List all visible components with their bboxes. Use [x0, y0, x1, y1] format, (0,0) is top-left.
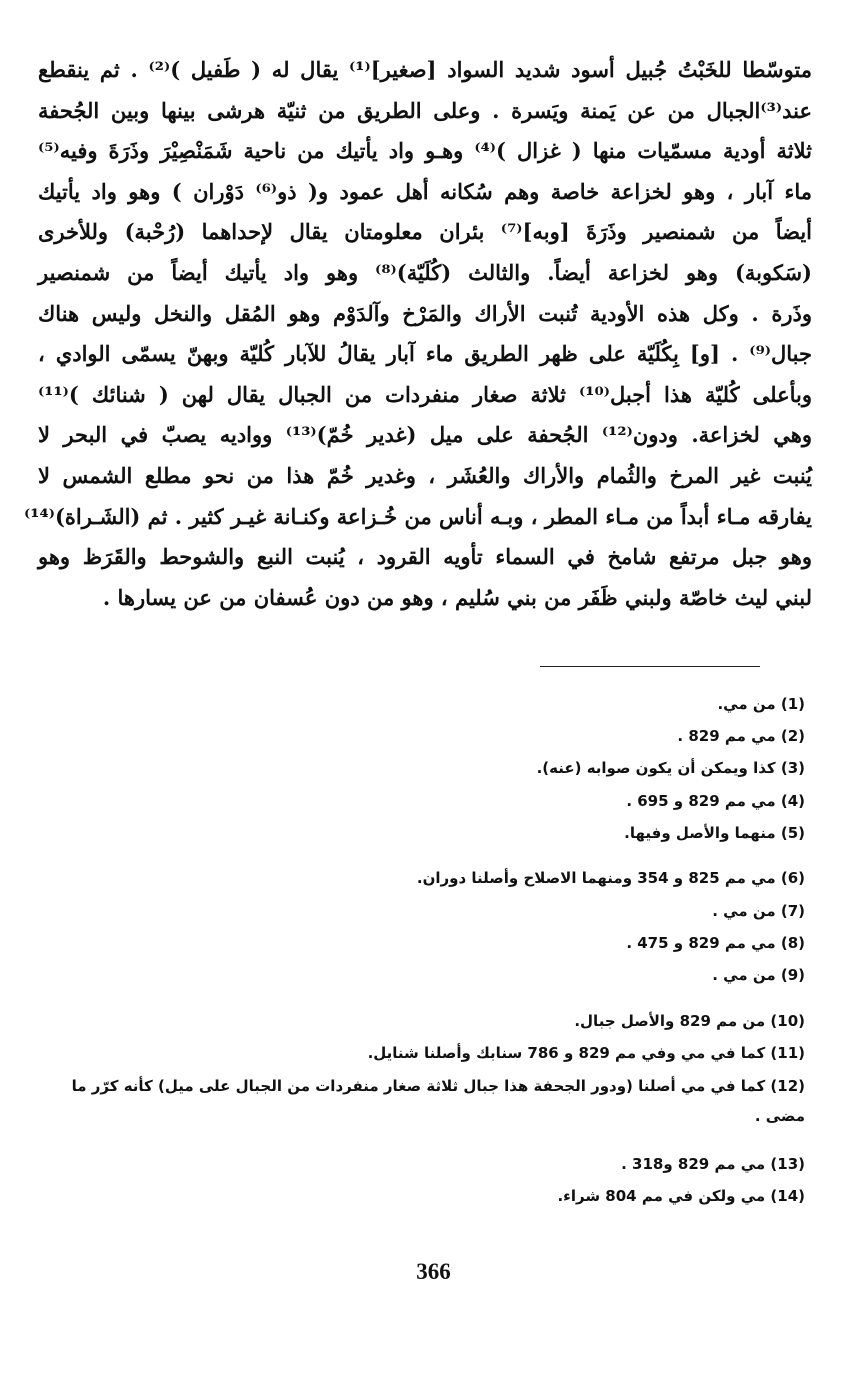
main-text-line: جبال⁽⁹⁾ . [و] بِكُلَيّة على ظهر الطريق ماء آبار يقالُ للآبار كُليّة وبهنّ يسمّى الوادي ،	[38, 341, 812, 367]
main-text-line: ماء آبار ، وهو لخزاعة خاصة وهم سُكانه أهل عمود و( ذو⁽⁶⁾ دَوْران ) وهو واد يأتيك	[38, 178, 812, 204]
main-text-line: وبأعلى كُليّة هذا أجبل⁽¹⁰⁾ ثلاثة صغار منفردات من الجبال يقال لهن ( شنائك )⁽¹¹⁾	[38, 381, 812, 407]
footnote-9: (9) من مي .	[712, 966, 805, 984]
page-number: 366	[416, 1259, 451, 1284]
main-text-line: وهي لخزاعة. ودون⁽¹²⁾ الجُحفة على ميل (غدير خُمّ)⁽¹³⁾ وواديه يصبّ في البحر لا	[38, 422, 812, 448]
footnote-11: (11) كما في مي وفي مم 829 و 786 سنابك وأصلنا شنايل.	[367, 1044, 805, 1062]
main-text-line: (سَكوبة) وهو لخزاعة أيضاً. والثالث (كُلَيّة)⁽⁸⁾ وهو واد يأتيك أيضاً من شمنصير	[38, 259, 812, 285]
main-text-line: لبني ليث خاصّة ولبني ظَفَر من بني سُليم ، وهو من دون عُسفان من عن يسارها .	[102, 584, 812, 610]
main-text-line: أيضاً من شمنصير وذَرَةَ [وبه]⁽⁷⁾ بئران معلومتان يقال لإحداهما (رُحْبة) وللأخرى	[38, 219, 813, 245]
footnote-4: (4) مي مم 829 و 695 .	[626, 792, 805, 810]
footnote-5: (5) منهما والأصل وفيها.	[624, 824, 805, 842]
footnote-3: (3) كذا ويمكن أن يكون صوابه (عنه).	[536, 759, 805, 777]
footnote-6: (6) مي مم 825 و 354 ومنهما الاصلاح وأصلنا دوران.	[416, 869, 805, 887]
main-text-block	[24, 50, 813, 618]
main-text-line: يُنبت غير المرخ والثُمام والأراك والعُشَر ، وغدير خُمّ هذا من نحو مطلع الشمس لا	[38, 462, 812, 488]
footnote-7: (7) من مي .	[712, 902, 805, 920]
main-text-line: وذَرة . وكل هذه الأودية تُنبت الأراك والمَرْخ وآلدَوْم وهو المُقل والنخل وليس هناك	[38, 300, 812, 326]
main-text-line: يفارقه مـاء أبداً من مـاء المطر ، وبـه أناس من خُـزاعة وكنـانة غيـر كثير . ثم (الشَـراة)⁽¹⁴⁾	[24, 503, 812, 529]
main-text-line: ثلاثة أودية مسمّيات منها ( غزال )⁽⁴⁾ وهـو واد يأتيك من ناحية شَمَنْصِيْرَ وذَرَةَ وفيه⁽⁵⁾	[38, 138, 812, 164]
footnote-12: (12) كما في مي أصلنا (ودور الجحفة هذا جبال ثلاثة صغار منفردات من الجبال على ميل) كأنه كرّر ما مضى .	[71, 1077, 805, 1125]
footnote-1: (1) من مي.	[717, 695, 805, 713]
footnote-10: (10) من مم 829 والأصل جبال.	[574, 1012, 805, 1030]
footnote-8: (8) مي مم 829 و 475 .	[626, 934, 805, 952]
footnote-14: (14) مي ولكن في مم 804 شراء.	[557, 1187, 805, 1205]
footnote-2: (2) مي مم 829 .	[677, 727, 805, 745]
footnote-13: (13) مي مم 829 و318 .	[621, 1155, 805, 1173]
footnote-separator	[540, 666, 760, 667]
main-text-line: متوسّطا للخَبْتُ جُبيل أسود شديد السواد [صغير]⁽¹⁾ يقال له ( طَفيل )⁽²⁾ . ثم ينقطع	[38, 57, 812, 82]
main-text-line: عند⁽³⁾الجبال من عن يَمنة ويَسرة . وعلى الطريق من ثنيّة هرشى بينها وبين الجُحفة	[38, 97, 812, 123]
main-text-line: وهو جبل مرتفع شامخ في السماء تأويه القرود ، يُنبت النبع والشوحط والقَرَظ وهو	[38, 544, 812, 570]
